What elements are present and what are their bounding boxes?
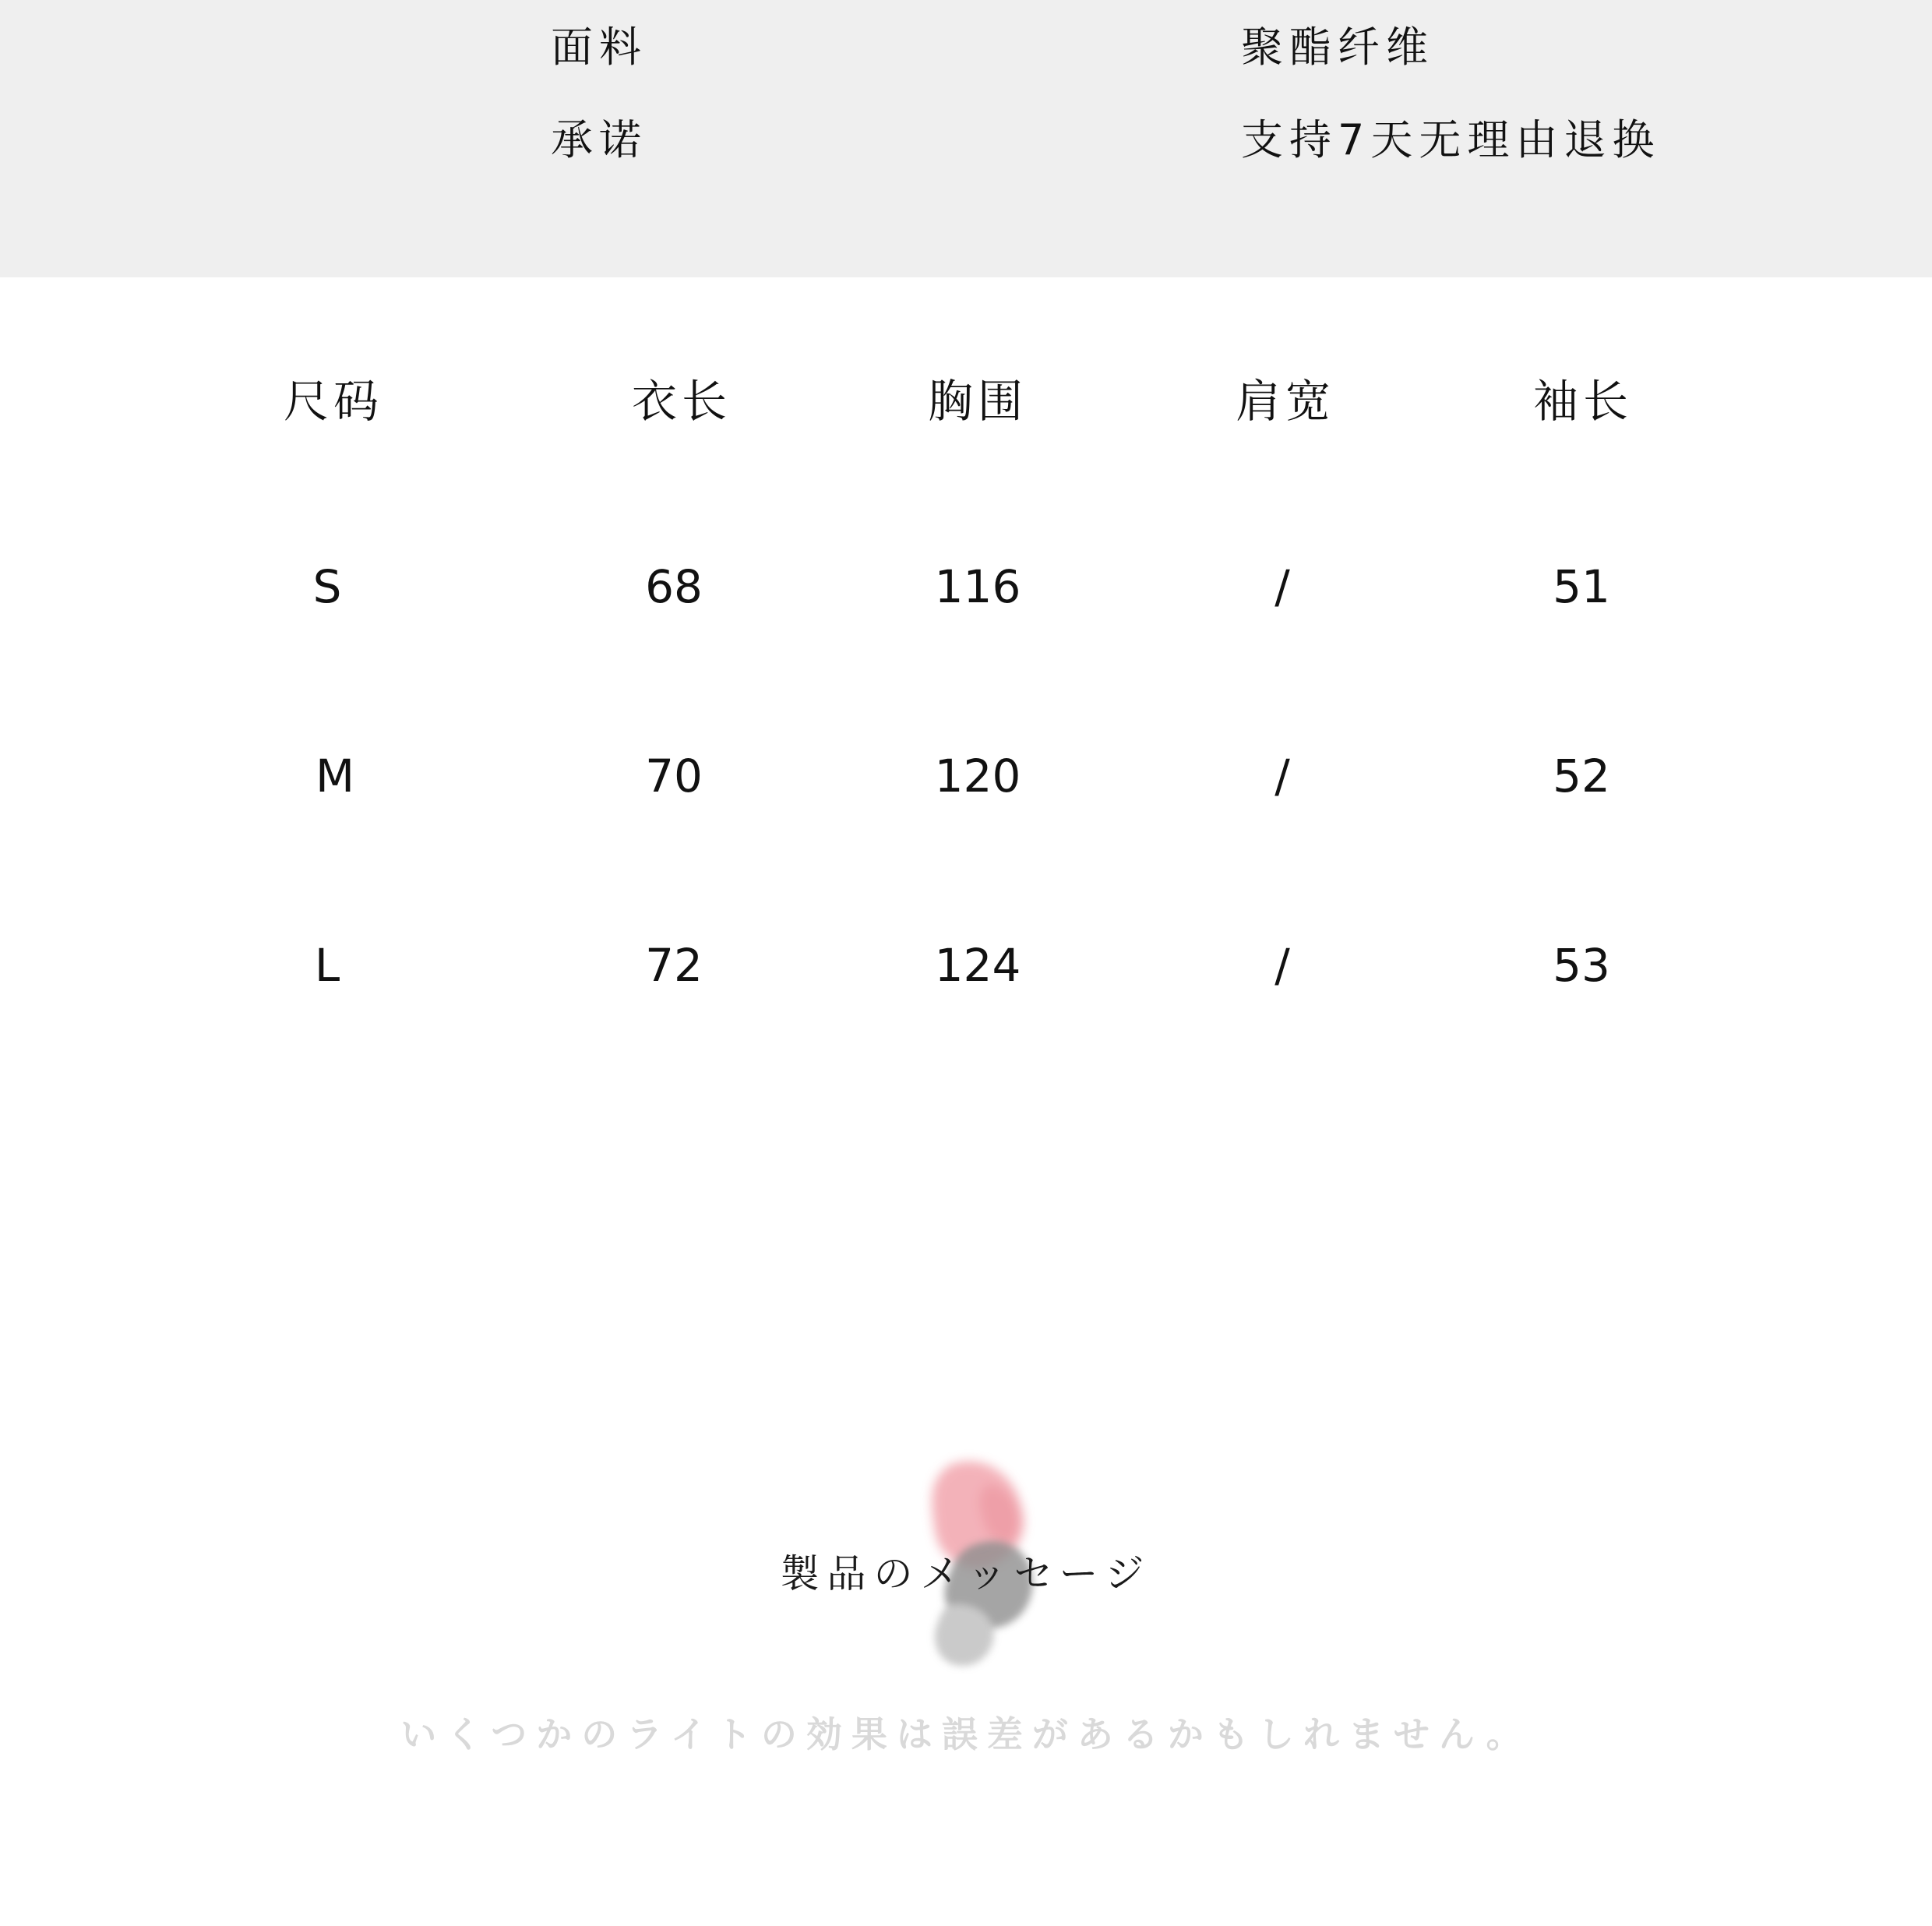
table-cell-size: L [314, 939, 340, 992]
fabric-label: 面料 [551, 23, 647, 72]
table-cell-chest: 124 [934, 939, 1021, 992]
table-cell-chest: 120 [934, 750, 1021, 802]
table-cell-sleeve: 53 [1553, 939, 1610, 992]
message-title: 製品のメッセージ [780, 1551, 1152, 1596]
fabric-value: 聚酯纤维 [1241, 23, 1434, 72]
header-sleeve: 袖长 [1532, 375, 1633, 428]
table-cell-shoulder: / [1274, 939, 1290, 992]
promise-label: 承诺 [551, 115, 647, 164]
header-size: 尺码 [283, 375, 383, 428]
table-cell-size: S [312, 560, 342, 613]
table-cell-length: 70 [645, 750, 703, 802]
header-length: 衣长 [631, 375, 732, 428]
table-cell-shoulder: / [1274, 750, 1290, 802]
header-chest: 胸围 [927, 375, 1028, 428]
table-cell-length: 68 [645, 560, 703, 613]
table-cell-sleeve: 52 [1553, 750, 1610, 802]
header-shoulder: 肩宽 [1235, 375, 1335, 428]
table-cell-sleeve: 51 [1553, 560, 1610, 613]
table-cell-chest: 116 [934, 560, 1021, 613]
promise-value: 支持7天无理由退换 [1241, 115, 1661, 164]
message-note: いくつかのライトの効果は誤差があるかもしれません。 [400, 1713, 1532, 1755]
table-cell-size: M [315, 750, 355, 802]
table-cell-length: 72 [645, 939, 703, 992]
table-cell-shoulder: / [1274, 560, 1290, 613]
